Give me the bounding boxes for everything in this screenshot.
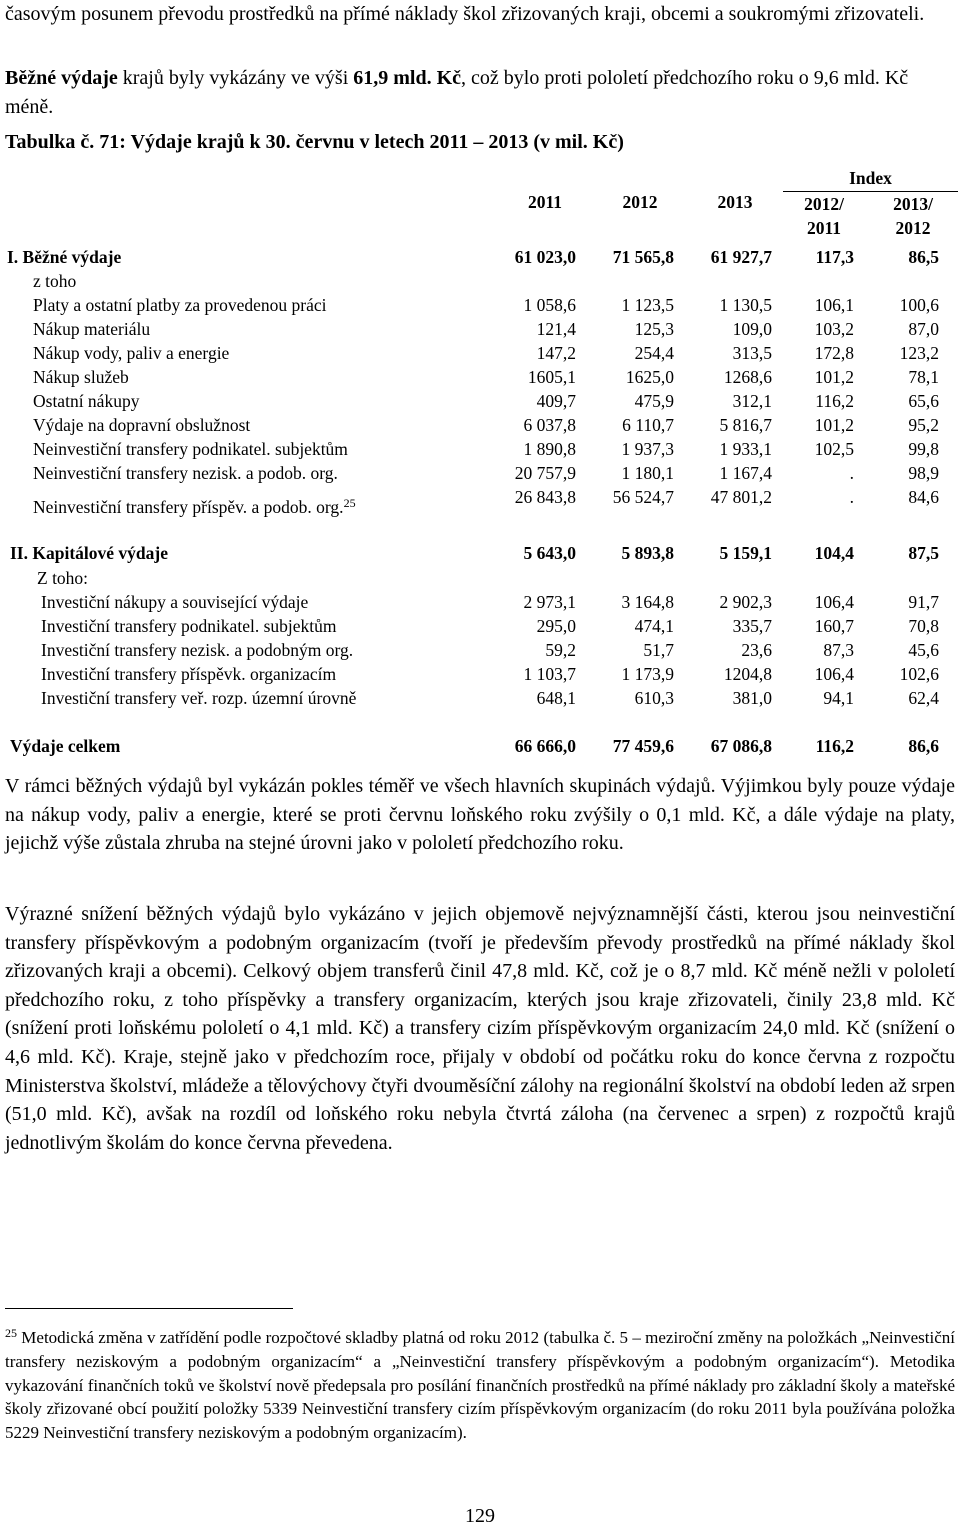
cell: 121,4: [536, 319, 576, 339]
row-label-text: Neinvestiční transfery příspěv. a podob. org.: [33, 497, 344, 517]
cell: 295,0: [536, 616, 576, 636]
cell: 86,6: [908, 736, 939, 756]
cell: 91,7: [908, 592, 939, 612]
para2-text-1: krajů byly vykázány ve výši: [117, 67, 354, 89]
footnote-number: 25: [5, 1326, 17, 1340]
cell: 1605,1: [527, 367, 576, 387]
row-label: Neinvestiční transfery nezisk. a podob. org.: [33, 463, 338, 483]
cell: 65,6: [908, 391, 939, 411]
cell: 87,5: [908, 543, 939, 563]
cell: 70,8: [908, 616, 939, 636]
header-index-2013-bottom: 2012: [895, 218, 931, 238]
cell: 5 159,1: [719, 543, 772, 563]
row-label: Ostatní nákupy: [33, 391, 140, 411]
cell: 67 086,8: [710, 736, 772, 756]
index-underline: [783, 191, 958, 192]
row-label: Investiční transfery veř. rozp. územní úrovně: [41, 688, 357, 708]
cell: 59,2: [545, 640, 576, 660]
cell: 78,1: [908, 367, 939, 387]
cell: 2 973,1: [523, 592, 576, 612]
page-number: 129: [465, 1505, 495, 1527]
footnote-separator: [5, 1308, 293, 1309]
header-index: Index: [849, 168, 892, 188]
row-label: Výdaje na dopravní obslužnost: [33, 415, 251, 435]
cell: 106,1: [814, 295, 854, 315]
table-row: [0, 590, 960, 614]
footnote-reference: 25: [343, 496, 356, 510]
footnote-text: Metodická změna v zatřídění podle rozpočtové skladby platná od roku 2012 (tabulka č. 5 – meziroční změny na položkách „Neinvestiční transfery neziskovým a podobným organizacím“ a „Neinvestiční transfery příspěvkovým a podobným organizacím“). Metodika vykazování finančních toků ve školství nově předepsala pro posílání finančních prostředků na přímé náklady pro základní školy a mateřské školy zřizované obcí použití položky 5339 Neinvestiční transfery cizím příspěvkovým organizacím (do roku 2011 byla používána položka 5229 Neinvestiční transfery neziskovým a podobným organizacím).: [5, 1328, 955, 1443]
table-row: [0, 437, 960, 461]
intro-paragraph: časovým posunem převodu prostředků na přímé náklady škol zřizovaných kraji, obcemi a soukromými zřizovateli.: [5, 3, 925, 25]
header-2013: 2013: [717, 192, 753, 212]
table-header: [0, 160, 960, 250]
cell: 1 167,4: [719, 463, 772, 483]
cell: 381,0: [732, 688, 772, 708]
row-label: Investiční transfery příspěvk. organizacím: [41, 664, 337, 684]
cell: 66 666,0: [514, 736, 576, 756]
cell: 1 933,1: [719, 439, 772, 459]
cell: 117,3: [815, 247, 854, 267]
cell: 5 643,0: [523, 543, 576, 563]
cell: 116,2: [815, 391, 854, 411]
row-label: II. Kapitálové výdaje: [10, 543, 168, 563]
cell: .: [849, 463, 854, 483]
cell: 610,3: [634, 688, 674, 708]
subheading-row: [0, 566, 960, 590]
table-row: [0, 485, 960, 515]
cell: 62,4: [908, 688, 939, 708]
cell: 106,4: [814, 592, 854, 612]
table-row: [0, 389, 960, 413]
header-index-2012-top: 2012/: [804, 194, 844, 214]
subheading-label: Z toho:: [37, 568, 89, 588]
section-capital-expenses-row: [0, 541, 960, 565]
cell: 125,3: [634, 319, 674, 339]
cell: 102,6: [899, 664, 939, 684]
cell: 6 110,7: [622, 415, 674, 435]
cell: 20 757,9: [514, 463, 576, 483]
cell: 1 890,8: [523, 439, 576, 459]
cell: 160,7: [814, 616, 854, 636]
cell: 87,3: [823, 640, 854, 660]
table-row: [0, 662, 960, 686]
cell: 313,5: [732, 343, 772, 363]
cell: 98,9: [908, 463, 939, 483]
cell: 86,5: [908, 247, 939, 267]
cell: 51,7: [643, 640, 674, 660]
cell: 102,5: [814, 439, 854, 459]
cell: 475,9: [634, 391, 674, 411]
cell: 312,1: [732, 391, 772, 411]
regular-expenses-term: Běžné výdaje: [5, 67, 118, 89]
para2-text-2: , což bylo proti pololetí předchozího roku o 9,6 mld. Kč méně.: [5, 67, 909, 118]
cell: 5 893,8: [621, 543, 674, 563]
cell: 104,4: [814, 543, 854, 563]
cell: 61 927,7: [710, 247, 772, 267]
cell: 1625,0: [625, 367, 674, 387]
cell: 1204,8: [723, 664, 772, 684]
row-label: Investiční transfery nezisk. a podobným org.: [41, 640, 354, 660]
cell: 45,6: [908, 640, 939, 660]
table-row: [0, 341, 960, 365]
table-row: [0, 413, 960, 437]
subheading-row: [0, 269, 960, 293]
cell: 26 843,8: [514, 487, 576, 507]
cell: .: [849, 487, 854, 507]
cell: 94,1: [823, 688, 854, 708]
cell: 335,7: [732, 616, 772, 636]
row-label: Investiční nákupy a související výdaje: [41, 592, 309, 612]
cell: 2 902,3: [719, 592, 772, 612]
cell: 116,2: [815, 736, 854, 756]
cell: 409,7: [536, 391, 576, 411]
cell: 47 801,2: [710, 487, 772, 507]
table-row: [0, 638, 960, 662]
row-label: Nákup materiálu: [33, 319, 151, 339]
row-label: Neinvestiční transfery podnikatel. subjektům: [33, 439, 348, 459]
cell: 87,0: [908, 319, 939, 339]
cell: 1 058,6: [523, 295, 576, 315]
header-2012: 2012: [622, 192, 658, 212]
cell: 123,2: [899, 343, 939, 363]
table-row: [0, 317, 960, 341]
table-row: [0, 614, 960, 638]
cell: 61 023,0: [514, 247, 576, 267]
table-row: [0, 686, 960, 710]
cell: 1268,6: [723, 367, 772, 387]
cell: 172,8: [814, 343, 854, 363]
cell: 1 937,3: [621, 439, 674, 459]
footnote: [5, 1322, 955, 1445]
total-row: [0, 734, 960, 758]
cell: 103,2: [814, 319, 854, 339]
cell: 1 103,7: [523, 664, 576, 684]
row-label: Investiční transfery podnikatel. subjektům: [41, 616, 337, 636]
cell: 648,1: [536, 688, 576, 708]
row-label: [33, 491, 356, 519]
table-row: [0, 293, 960, 317]
body-paragraph-1: V rámci běžných výdajů byl vykázán pokles téměř ve všech hlavních skupinách výdajů. Výjimkou byly pouze výdaje na nákup vody, paliv a energie, které se proti červnu loňského roku zvýšily o 0,1 mld. Kč, a dále výdaje na platy, jejichž výše zůstala zhruba na stejné úrovni jako v pololetí předchozího roku.: [5, 775, 955, 855]
table-row: [0, 365, 960, 389]
cell: 84,6: [908, 487, 939, 507]
table-row: [0, 461, 960, 485]
cell: 474,1: [634, 616, 674, 636]
header-index-2012-bottom: 2011: [806, 218, 842, 238]
cell: 1 180,1: [621, 463, 674, 483]
cell: 95,2: [908, 415, 939, 435]
cell: 6 037,8: [523, 415, 576, 435]
regular-expenses-amount: 61,9 mld. Kč: [353, 67, 462, 89]
cell: 101,2: [814, 367, 854, 387]
cell: 254,4: [634, 343, 674, 363]
row-label: I. Běžné výdaje: [7, 247, 122, 267]
subheading-label: z toho: [33, 271, 77, 291]
section-regular-expenses-row: [0, 245, 960, 269]
cell: 106,4: [814, 664, 854, 684]
row-label: Platy a ostatní platby za provedenou práci: [33, 295, 327, 315]
cell: 77 459,6: [612, 736, 674, 756]
cell: 1 123,5: [621, 295, 674, 315]
row-label: Nákup služeb: [33, 367, 129, 387]
cell: 101,2: [814, 415, 854, 435]
cell: 147,2: [536, 343, 576, 363]
cell: 71 565,8: [612, 247, 674, 267]
row-label: Nákup vody, paliv a energie: [33, 343, 230, 363]
cell: 100,6: [899, 295, 939, 315]
cell: 1 173,9: [621, 664, 674, 684]
cell: 109,0: [732, 319, 772, 339]
header-index-2013-top: 2013/: [893, 194, 933, 214]
cell: 1 130,5: [719, 295, 772, 315]
body-paragraph-2: Výrazné snížení běžných výdajů bylo vykázáno v jejich objemově nejvýznamnější části, kterou jsou neinvestiční transfery příspěvkovým a podobným organizacím (tvoří je především převody prostředků na přímé náklady škol zřizovaných kraji a obcemi). Celkový objem transferů činil 47,8 mld. Kč, což je o 8,7 mld. Kč méně nežli v pololetí předchozího roku, z toho příspěvky a transfery organizacím, kterých jsou kraje zřizovateli, činily 23,8 mld. Kč (snížení proti loňskému pololetí o 4,1 mld. Kč) a transfery cizím příspěvkovým organizacím 24,0 mld. Kč (snížení o 4,6 mld. Kč). Kraje, stejně jako v předchozím roce, přijaly v období od počátku roku do konce června z rozpočtu Ministerstva školství, mládeže a tělovýchovy čtyři dvouměsíční zálohy na regionální školství na období leden až srpen (51,0 mld. Kč), avšak na rozdíl od loňského roku nebyla čtvrtá záloha (na červenec a srpen) z rozpočtů krajů jednotlivým školám do konce června převedena.: [5, 903, 955, 1154]
cell: 56 524,7: [612, 487, 674, 507]
regular-expenses-paragraph: [5, 64, 955, 121]
cell: 23,6: [741, 640, 772, 660]
cell: 3 164,8: [621, 592, 674, 612]
cell: 99,8: [908, 439, 939, 459]
cell: 5 816,7: [719, 415, 772, 435]
row-label: Výdaje celkem: [10, 736, 121, 756]
table-caption: Tabulka č. 71: Výdaje krajů k 30. červnu v letech 2011 – 2013 (v mil. Kč): [5, 131, 624, 153]
header-2011: 2011: [527, 192, 563, 212]
